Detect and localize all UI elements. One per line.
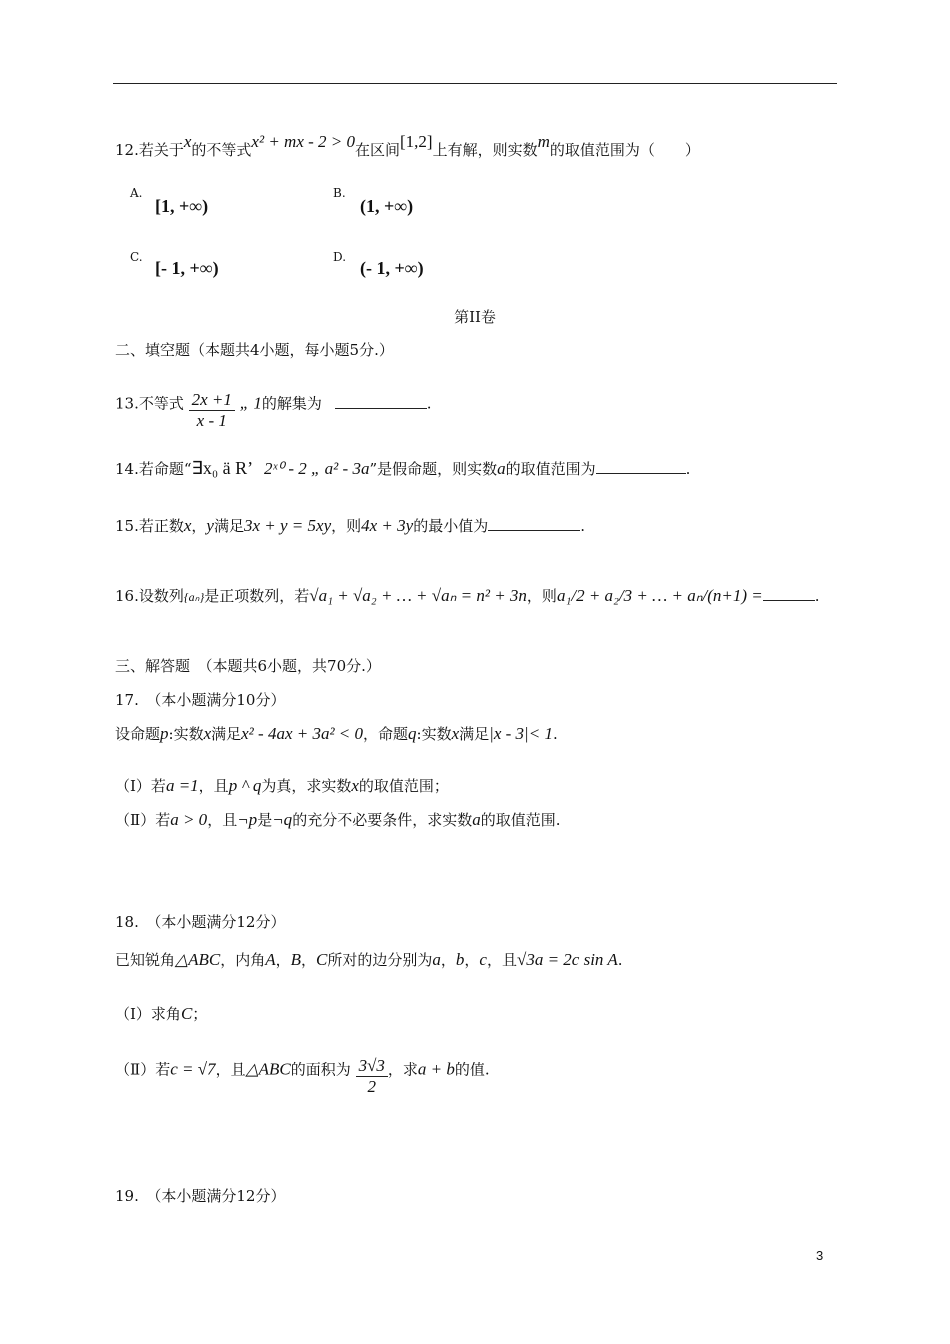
section-3-heading: 三、解答题 （本题共6小题，共70分.）	[115, 657, 381, 675]
question-19-heading: 19. （本小题满分12分）	[115, 1187, 286, 1205]
question-16: 16.设数列{aₙ}是正项数列，若√a₁ + √a₂ + … + √aₙ = n² + 3n，则a₁/2 + a₂/3 + … + aₙ/(n+1) = .	[115, 586, 820, 605]
question-15: 15.若正数x，y满足3x + y = 5xy，则4x + 3y的最小值为 .	[115, 516, 585, 535]
option-a-letter: A.	[130, 186, 143, 200]
question-18-part-2: （Ⅱ）若c = √7，且△ABC的面积为 $\frac{3√3}{2}$ ，求a + b的值.	[115, 1056, 490, 1096]
question-17-heading: 17. （本小题满分10分）	[115, 691, 286, 709]
section-2-heading: 二、填空题（本题共4小题，每小题5分.）	[115, 341, 394, 359]
question-17-part-2: （Ⅱ）若a > 0，且¬p是¬q的充分不必要条件，求实数a的取值范围.	[115, 810, 561, 829]
option-c-letter: C.	[130, 250, 143, 264]
option-c-value: [- 1, +∞)	[155, 258, 219, 278]
q14-answer-blank	[596, 459, 686, 474]
question-18-heading: 18. （本小题满分12分）	[115, 913, 286, 931]
question-18-part-1: （Ⅰ）求角C；	[115, 1004, 208, 1023]
header-rule	[113, 83, 837, 84]
part-2-title: 第II卷	[454, 308, 496, 326]
option-d-value: (- 1, +∞)	[360, 258, 424, 278]
question-17-statement: 设命题p:实数x满足x² - 4ax + 3a² < 0，命题q:实数x满足|x - 3|< 1.	[115, 724, 558, 743]
q13-answer-blank	[335, 394, 427, 409]
q13-fraction: $\frac{2x +1}{x - 1}$	[189, 390, 235, 431]
q16-answer-blank	[763, 586, 815, 601]
question-12: 12.若关于x的不等式x² + mx - 2 > 0在区间[1,2]上有解，则实数m的取值范围为（ ）	[115, 132, 700, 159]
q15-answer-blank	[488, 516, 580, 531]
option-d-letter: D.	[333, 250, 347, 264]
question-14: 14.若命题“∃x₀ ä R’ 2ˣ⁰ - 2 „ a² - 3a”是假命题，则实数a的取值范围为 .	[115, 458, 691, 478]
page-number: 3	[816, 1248, 824, 1263]
question-13: 13.不等式 $\frac{2x +1}{x - 1}$ „ 1的解集为 .	[115, 390, 432, 430]
q18-area-fraction: $\frac{3√3}{2}$	[356, 1056, 388, 1097]
question-17-part-1: （Ⅰ）若a =1，且p ^ q为真，求实数x的取值范围；	[115, 776, 449, 795]
question-18-statement: 已知锐角△ABC，内角A，B，C所对的边分别为a，b，c，且√3a = 2c sin A.	[115, 950, 623, 969]
option-b-letter: B.	[333, 186, 346, 200]
option-b-value: (1, +∞)	[360, 196, 414, 216]
option-a-value: [1, +∞)	[155, 196, 209, 216]
